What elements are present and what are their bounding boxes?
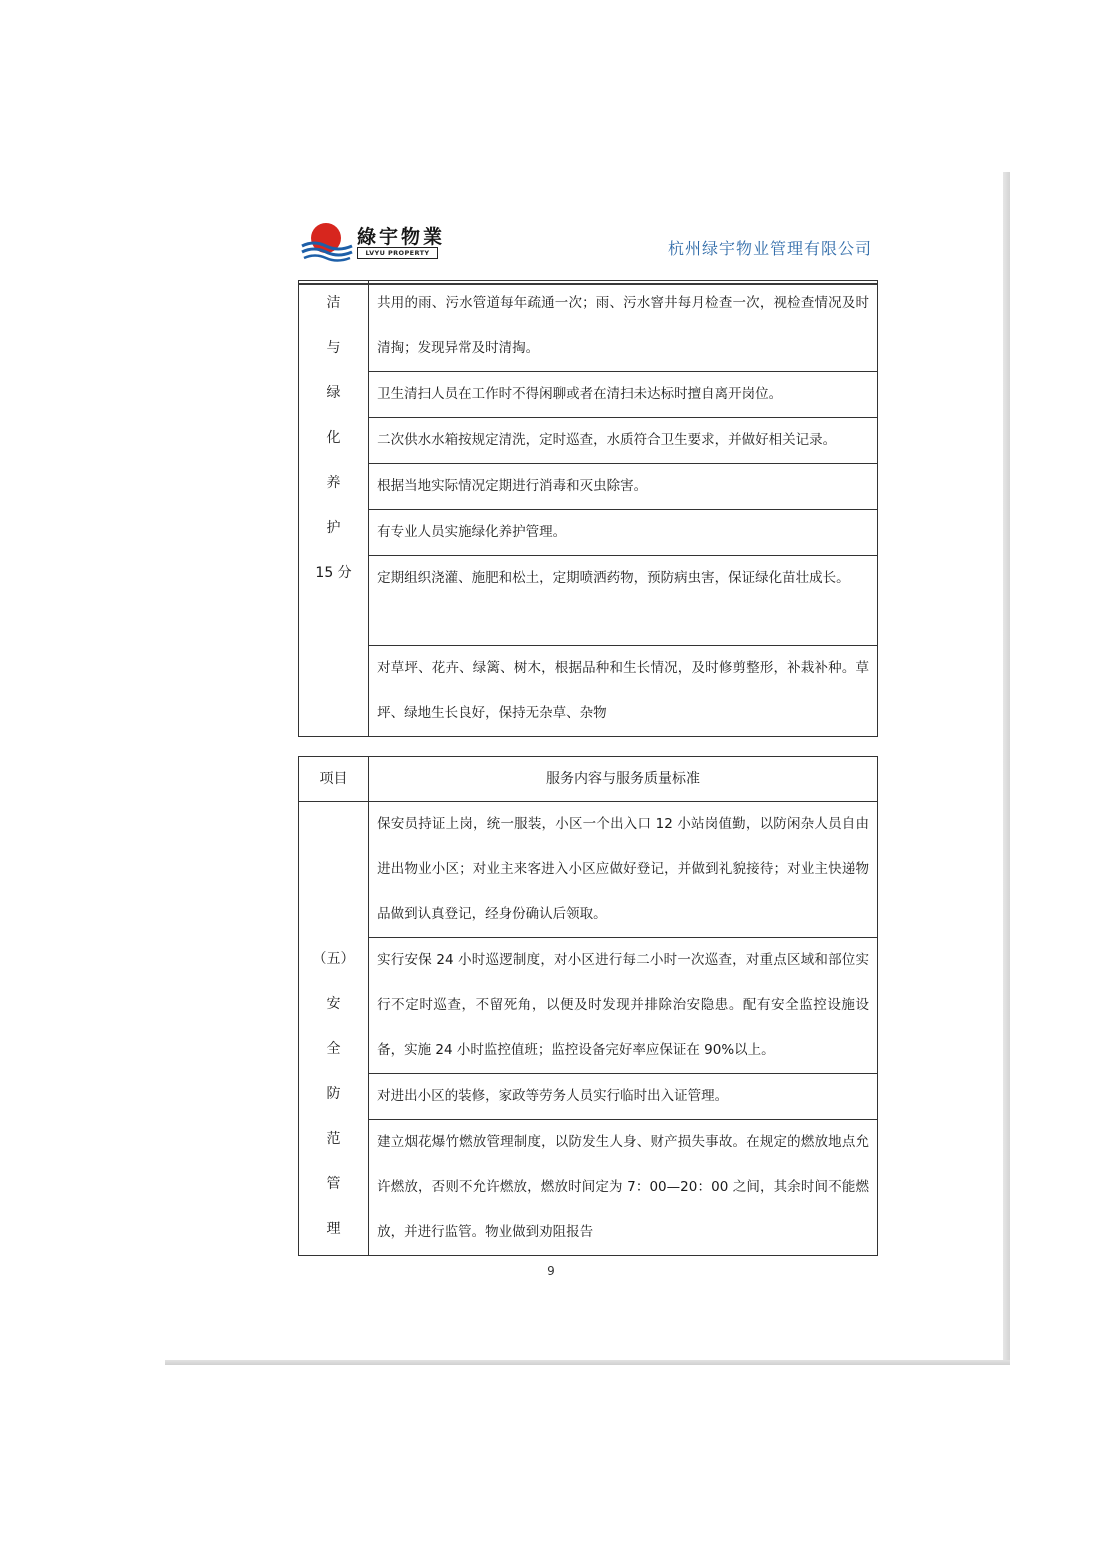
category-char: 安 [326, 996, 341, 1012]
content-cell: 建立烟花爆竹燃放管理制度，以防发生人身、财产损失事故。在规定的燃放地点允许燃放，否则不允许燃放，燃放时间定为 7：00—20：00 之间，其余时间不能燃放，并进行监管。物业做到劝阻报告 [369, 1120, 878, 1256]
category-char: 理 [326, 1221, 341, 1237]
cleaning-greening-table [298, 280, 878, 737]
table-row [299, 938, 878, 1074]
content-cell: 对进出小区的装修，家政等劳务人员实行临时出入证管理。 [369, 1074, 878, 1120]
category-char: 护 [326, 520, 341, 536]
scan-shadow-right [1003, 172, 1010, 1364]
category-char: 全 [326, 1041, 341, 1057]
table-row [299, 510, 878, 556]
logo-english-name: LVYU PROPERTY [357, 247, 438, 259]
content-cell: 卫生清扫人员在工作时不得闲聊或者在清扫未达标时擅自离开岗位。 [369, 372, 878, 418]
category-char: 洁 [326, 295, 341, 311]
category-char: 绿 [326, 385, 341, 401]
category-char: 范 [326, 1131, 341, 1147]
content-cell: 共用的雨、污水管道每年疏通一次；雨、污水窨井每月检查一次，视检查情况及时清掏；发现异常及时清掏。 [369, 281, 878, 372]
category-char: 化 [326, 430, 341, 446]
table-row [299, 418, 878, 464]
company-logo [300, 218, 450, 278]
page-number: 9 [547, 1264, 555, 1278]
table-row [299, 281, 878, 372]
header-item: 项目 [299, 757, 369, 802]
scan-shadow-bottom [165, 1360, 1010, 1365]
security-management-table [298, 756, 878, 1256]
content-cell: 有专业人员实施绿化养护管理。 [369, 510, 878, 556]
table-row [299, 556, 878, 646]
content-cell: 定期组织浇灌、施肥和松土，定期喷洒药物，预防病虫害，保证绿化苗壮成长。 [369, 556, 878, 646]
category-char: （五） [312, 951, 355, 967]
page-header [298, 218, 878, 285]
category-char: 防 [326, 1086, 341, 1102]
table-row [299, 1120, 878, 1256]
category-score: 15 分 [315, 565, 352, 581]
content-cell: 实行安保 24 小时巡逻制度，对小区进行每二小时一次巡查，对重点区域和部位实行不定时巡查，不留死角，以便及时发现并排除治安隐患。配有安全监控设施设备，实施 24 小时监控值班；监控设备完好率应保证在 90%以上。 [369, 938, 878, 1074]
category-cell [299, 281, 369, 737]
table-row [299, 372, 878, 418]
category-char: 养 [326, 475, 341, 491]
category-cell [299, 802, 369, 1256]
content-cell: 对草坪、花卉、绿篱、树木，根据品种和生长情况，及时修剪整形，补栽补种。草坪、绿地生长良好，保持无杂草、杂物 [369, 646, 878, 737]
sun-wave-logo-icon [300, 218, 356, 264]
table-header-row [299, 757, 878, 802]
table-row [299, 802, 878, 938]
category-char: 管 [326, 1176, 341, 1192]
content-cell: 二次供水水箱按规定清洗，定时巡查，水质符合卫生要求，并做好相关记录。 [369, 418, 878, 464]
content-cell: 根据当地实际情况定期进行消毒和灭虫除害。 [369, 464, 878, 510]
table-row [299, 464, 878, 510]
category-char: 与 [326, 340, 341, 356]
table-row [299, 646, 878, 737]
content-cell: 保安员持证上岗，统一服装，小区一个出入口 12 小站岗值勤，以防闲杂人员自由进出物业小区；对业主来客进入小区应做好登记，并做到礼貌接待；对业主快递物品做到认真登记，经身份确认后领取。 [369, 802, 878, 938]
logo-chinese-name: 綠宇物業 [357, 226, 446, 248]
table-row [299, 1074, 878, 1120]
header-content: 服务内容与服务质量标准 [369, 757, 878, 802]
company-name: 杭州绿宇物业管理有限公司 [667, 239, 872, 258]
